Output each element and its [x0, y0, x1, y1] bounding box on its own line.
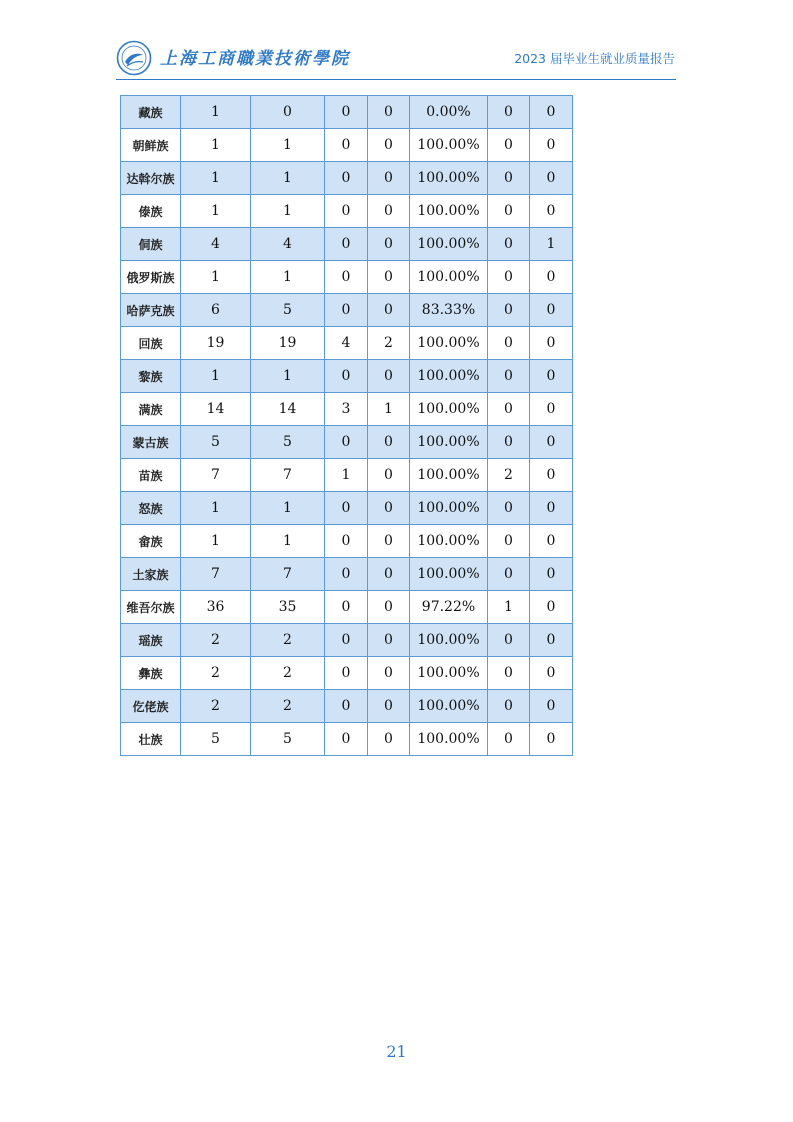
table-row: [121, 162, 573, 195]
count-cell: 0: [488, 723, 530, 756]
count-cell: 0: [368, 525, 410, 558]
count-cell: 6: [181, 294, 251, 327]
count-cell: 2: [251, 690, 325, 723]
header-divider: [116, 79, 676, 80]
count-cell: 0: [368, 690, 410, 723]
count-cell: 0: [530, 657, 573, 690]
ethnic-group-cell: 哈萨克族: [121, 294, 181, 327]
rate-cell: 83.33%: [410, 294, 488, 327]
count-cell: 36: [181, 591, 251, 624]
count-cell: 35: [251, 591, 325, 624]
count-cell: 0: [530, 558, 573, 591]
count-cell: 0: [368, 195, 410, 228]
count-cell: 1: [181, 525, 251, 558]
count-cell: 0: [368, 723, 410, 756]
ethnic-group-cell: 土家族: [121, 558, 181, 591]
count-cell: 0: [368, 426, 410, 459]
ethnic-group-cell: 维吾尔族: [121, 591, 181, 624]
ethnic-group-cell: 藏族: [121, 96, 181, 129]
table-row: [121, 261, 573, 294]
table-row: [121, 459, 573, 492]
count-cell: 0: [251, 96, 325, 129]
ethnic-group-cell: 傣族: [121, 195, 181, 228]
count-cell: 0: [530, 459, 573, 492]
count-cell: 0: [325, 624, 368, 657]
count-cell: 0: [488, 360, 530, 393]
count-cell: 0: [368, 294, 410, 327]
count-cell: 14: [181, 393, 251, 426]
count-cell: 0: [530, 591, 573, 624]
table-row: [121, 657, 573, 690]
rate-cell: 100.00%: [410, 129, 488, 162]
count-cell: 0: [488, 327, 530, 360]
rate-cell: 100.00%: [410, 195, 488, 228]
count-cell: 0: [530, 393, 573, 426]
count-cell: 2: [181, 690, 251, 723]
count-cell: 14: [251, 393, 325, 426]
count-cell: 0: [488, 426, 530, 459]
count-cell: 0: [488, 624, 530, 657]
ethnic-group-cell: 怒族: [121, 492, 181, 525]
rate-cell: 100.00%: [410, 228, 488, 261]
count-cell: 0: [530, 96, 573, 129]
count-cell: 1: [181, 195, 251, 228]
ethnic-group-cell: 蒙古族: [121, 426, 181, 459]
count-cell: 0: [368, 624, 410, 657]
table-row: [121, 591, 573, 624]
count-cell: 0: [488, 657, 530, 690]
count-cell: 7: [251, 459, 325, 492]
count-cell: 7: [181, 558, 251, 591]
count-cell: 0: [530, 261, 573, 294]
count-cell: 0: [488, 195, 530, 228]
ethnic-group-cell: 侗族: [121, 228, 181, 261]
rate-cell: 100.00%: [410, 723, 488, 756]
ethnic-group-cell: 苗族: [121, 459, 181, 492]
count-cell: 0: [325, 162, 368, 195]
rate-cell: 97.22%: [410, 591, 488, 624]
count-cell: 0: [488, 393, 530, 426]
count-cell: 0: [488, 294, 530, 327]
count-cell: 4: [251, 228, 325, 261]
page-header: [0, 0, 793, 80]
count-cell: 0: [368, 492, 410, 525]
rate-cell: 100.00%: [410, 393, 488, 426]
count-cell: 0: [530, 327, 573, 360]
count-cell: 5: [251, 426, 325, 459]
rate-cell: 100.00%: [410, 162, 488, 195]
count-cell: 0: [488, 162, 530, 195]
count-cell: 0: [368, 558, 410, 591]
ethnic-group-cell: 回族: [121, 327, 181, 360]
count-cell: 3: [325, 393, 368, 426]
rate-cell: 100.00%: [410, 327, 488, 360]
count-cell: 2: [181, 657, 251, 690]
count-cell: 1: [325, 459, 368, 492]
count-cell: 4: [325, 327, 368, 360]
count-cell: 0: [368, 459, 410, 492]
school-logo-icon: [116, 40, 152, 76]
count-cell: 1: [251, 162, 325, 195]
count-cell: 0: [488, 492, 530, 525]
table-row: [121, 393, 573, 426]
count-cell: 0: [488, 690, 530, 723]
count-cell: 1: [251, 195, 325, 228]
count-cell: 0: [530, 690, 573, 723]
ethnic-group-cell: 俄罗斯族: [121, 261, 181, 294]
count-cell: 1: [488, 591, 530, 624]
count-cell: 1: [251, 129, 325, 162]
table-row: [121, 723, 573, 756]
table-row: [121, 360, 573, 393]
count-cell: 0: [368, 591, 410, 624]
count-cell: 1: [181, 162, 251, 195]
table-row: [121, 492, 573, 525]
count-cell: 0: [325, 657, 368, 690]
table-body: [121, 96, 573, 756]
ethnic-group-cell: 达斡尔族: [121, 162, 181, 195]
count-cell: 1: [181, 492, 251, 525]
count-cell: 2: [368, 327, 410, 360]
count-cell: 2: [251, 657, 325, 690]
count-cell: 0: [488, 228, 530, 261]
count-cell: 19: [181, 327, 251, 360]
count-cell: 5: [181, 723, 251, 756]
count-cell: 19: [251, 327, 325, 360]
count-cell: 0: [530, 525, 573, 558]
ethnic-group-cell: 满族: [121, 393, 181, 426]
count-cell: 0: [488, 261, 530, 294]
count-cell: 0: [325, 690, 368, 723]
count-cell: 0: [325, 96, 368, 129]
count-cell: 0: [325, 558, 368, 591]
ethnic-group-cell: 瑶族: [121, 624, 181, 657]
count-cell: 5: [251, 294, 325, 327]
count-cell: 1: [181, 129, 251, 162]
count-cell: 1: [251, 261, 325, 294]
count-cell: 1: [251, 492, 325, 525]
rate-cell: 100.00%: [410, 657, 488, 690]
count-cell: 2: [181, 624, 251, 657]
count-cell: 1: [251, 525, 325, 558]
ethnic-group-cell: 畲族: [121, 525, 181, 558]
count-cell: 0: [530, 426, 573, 459]
rate-cell: 100.00%: [410, 558, 488, 591]
count-cell: 0: [325, 228, 368, 261]
count-cell: 0: [368, 657, 410, 690]
count-cell: 5: [251, 723, 325, 756]
ethnic-group-cell: 壮族: [121, 723, 181, 756]
count-cell: 0: [325, 261, 368, 294]
count-cell: 0: [325, 195, 368, 228]
school-name: 上海工商職業技術學院: [160, 49, 350, 69]
ethnic-group-table: [120, 95, 573, 756]
count-cell: 0: [530, 195, 573, 228]
report-title: 2023 届毕业生就业质量报告: [514, 51, 675, 66]
table-row: [121, 624, 573, 657]
count-cell: 1: [181, 360, 251, 393]
rate-cell: 0.00%: [410, 96, 488, 129]
count-cell: 1: [181, 96, 251, 129]
count-cell: 0: [368, 96, 410, 129]
count-cell: 0: [368, 228, 410, 261]
count-cell: 1: [368, 393, 410, 426]
rate-cell: 100.00%: [410, 360, 488, 393]
count-cell: 0: [368, 129, 410, 162]
table-row: [121, 426, 573, 459]
count-cell: 0: [325, 360, 368, 393]
count-cell: 0: [530, 624, 573, 657]
count-cell: 0: [530, 294, 573, 327]
table-row: [121, 525, 573, 558]
table-row: [121, 96, 573, 129]
count-cell: 0: [325, 591, 368, 624]
count-cell: 0: [530, 129, 573, 162]
count-cell: 1: [530, 228, 573, 261]
count-cell: 0: [488, 558, 530, 591]
count-cell: 0: [325, 492, 368, 525]
count-cell: 0: [488, 525, 530, 558]
table-row: [121, 690, 573, 723]
count-cell: 0: [530, 360, 573, 393]
count-cell: 0: [368, 360, 410, 393]
count-cell: 0: [368, 261, 410, 294]
rate-cell: 100.00%: [410, 492, 488, 525]
count-cell: 0: [325, 426, 368, 459]
table-row: [121, 294, 573, 327]
count-cell: 5: [181, 426, 251, 459]
table-row: [121, 228, 573, 261]
count-cell: 7: [251, 558, 325, 591]
count-cell: 0: [325, 294, 368, 327]
count-cell: 0: [488, 129, 530, 162]
count-cell: 0: [325, 525, 368, 558]
rate-cell: 100.00%: [410, 690, 488, 723]
rate-cell: 100.00%: [410, 261, 488, 294]
count-cell: 4: [181, 228, 251, 261]
count-cell: 0: [530, 162, 573, 195]
ethnic-group-cell: 彝族: [121, 657, 181, 690]
count-cell: 2: [251, 624, 325, 657]
count-cell: 7: [181, 459, 251, 492]
table-row: [121, 327, 573, 360]
count-cell: 2: [488, 459, 530, 492]
table-row: [121, 195, 573, 228]
ethnic-group-cell: 仡佬族: [121, 690, 181, 723]
page-number: 21: [386, 1042, 407, 1061]
count-cell: 0: [325, 723, 368, 756]
count-cell: 0: [530, 723, 573, 756]
table-row: [121, 558, 573, 591]
count-cell: 0: [368, 162, 410, 195]
rate-cell: 100.00%: [410, 525, 488, 558]
rate-cell: 100.00%: [410, 624, 488, 657]
table-row: [121, 129, 573, 162]
count-cell: 0: [325, 129, 368, 162]
count-cell: 1: [181, 261, 251, 294]
count-cell: 0: [488, 96, 530, 129]
rate-cell: 100.00%: [410, 426, 488, 459]
rate-cell: 100.00%: [410, 459, 488, 492]
count-cell: 0: [530, 492, 573, 525]
count-cell: 1: [251, 360, 325, 393]
ethnic-group-cell: 朝鲜族: [121, 129, 181, 162]
ethnic-group-cell: 黎族: [121, 360, 181, 393]
